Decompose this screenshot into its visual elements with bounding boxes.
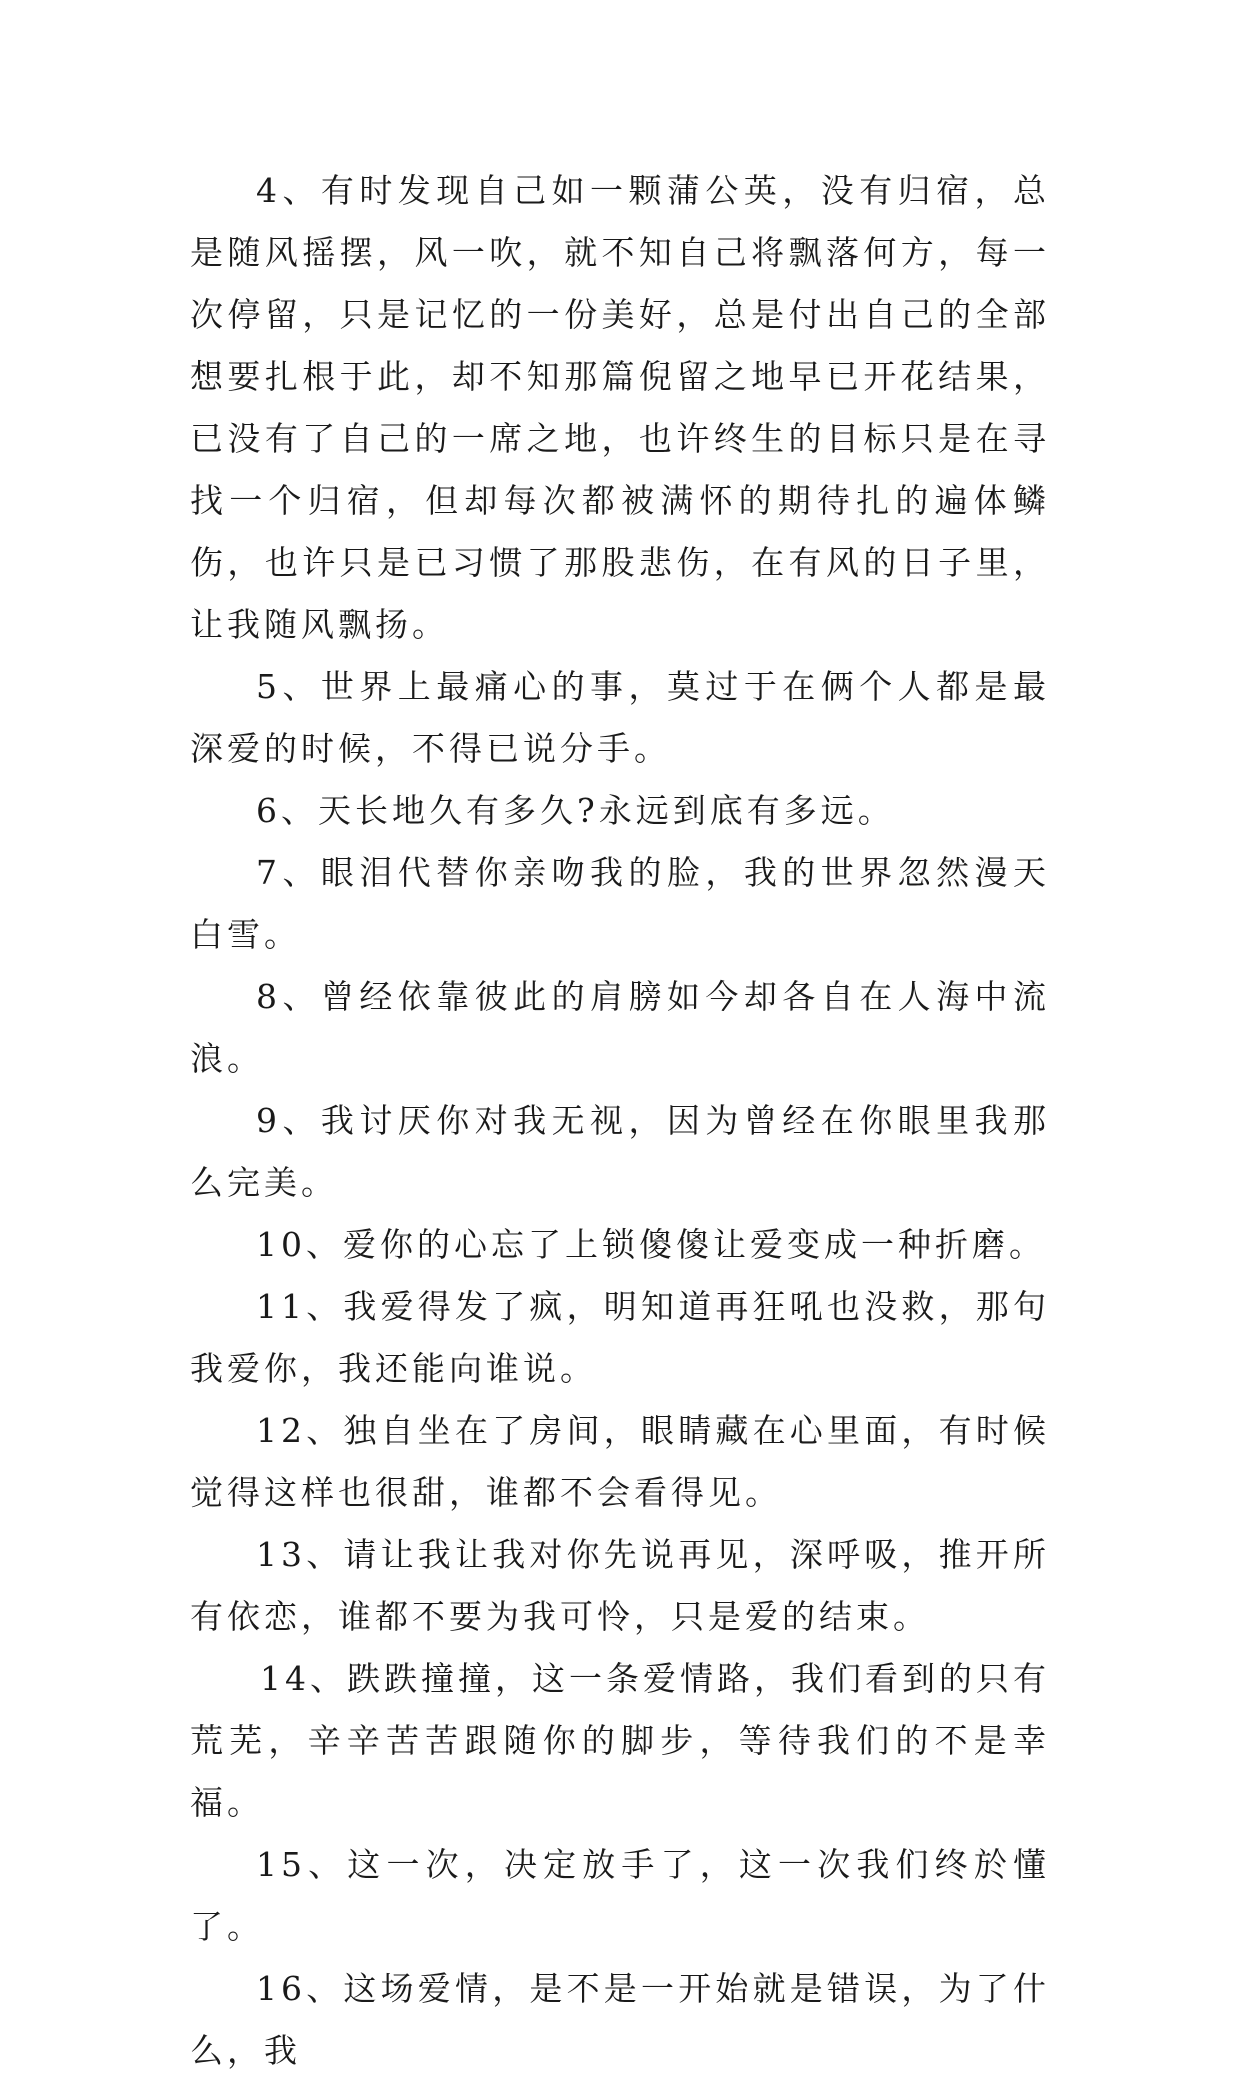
paragraph-15: 15、这一次，决定放手了，这一次我们终於懂了。 <box>190 1845 1050 1946</box>
paragraph-7: 7、眼泪代替你亲吻我的脸，我的世界忽然漫天白雪。 <box>190 853 1050 954</box>
paragraph-9: 9、我讨厌你对我无视，因为曾经在你眼里我那么完美。 <box>190 1101 1050 1202</box>
document-page <box>190 160 1050 2082</box>
paragraph-12: 12、独自坐在了房间，眼睛藏在心里面，有时候觉得这样也很甜，谁都不会看得见。 <box>190 1411 1050 1512</box>
paragraph-4: 4、有时发现自己如一颗蒲公英，没有归宿，总是随风摇摆，风一吹，就不知自己将飘落何方，每一次停留，只是记忆的一份美好，总是付出自己的全部想要扎根于此，却不知那篇倪留之地早已开花结果，已没有了自己的一席之地，也许终生的目标只是在寻找一个归宿，但却每次都被满怀的期待扎的遍体鳞伤，也许只是已习惯了那股悲伤，在有风的日子里，让我随风飘扬。 <box>190 171 1050 644</box>
paragraph-6: 6、天长地久有多久?永远到底有多远。 <box>256 791 895 830</box>
paragraph-13: 13、请让我让我对你先说再见，深呼吸，推开所有依恋，谁都不要为我可怜，只是爱的结束。 <box>190 1535 1050 1636</box>
paragraph-11: 11、我爱得发了疯，明知道再狂吼也没救，那句我爱你，我还能向谁说。 <box>190 1287 1050 1388</box>
paragraph-5: 5、世界上最痛心的事，莫过于在俩个人都是最深爱的时候，不得已说分手。 <box>190 667 1050 768</box>
paragraph-10: 10、爱你的心忘了上锁傻傻让爱变成一种折磨。 <box>256 1225 1046 1264</box>
paragraph-16: 16、这场爱情，是不是一开始就是错误，为了什么，我 <box>190 1969 1050 2070</box>
paragraph-8: 8、曾经依靠彼此的肩膀如今却各自在人海中流浪。 <box>190 977 1050 1078</box>
paragraph-14: 14、跌跌撞撞，这一条爱情路，我们看到的只有荒芜，辛辛苦苦跟随你的脚步，等待我们的不是幸福。 <box>190 1659 1050 1822</box>
